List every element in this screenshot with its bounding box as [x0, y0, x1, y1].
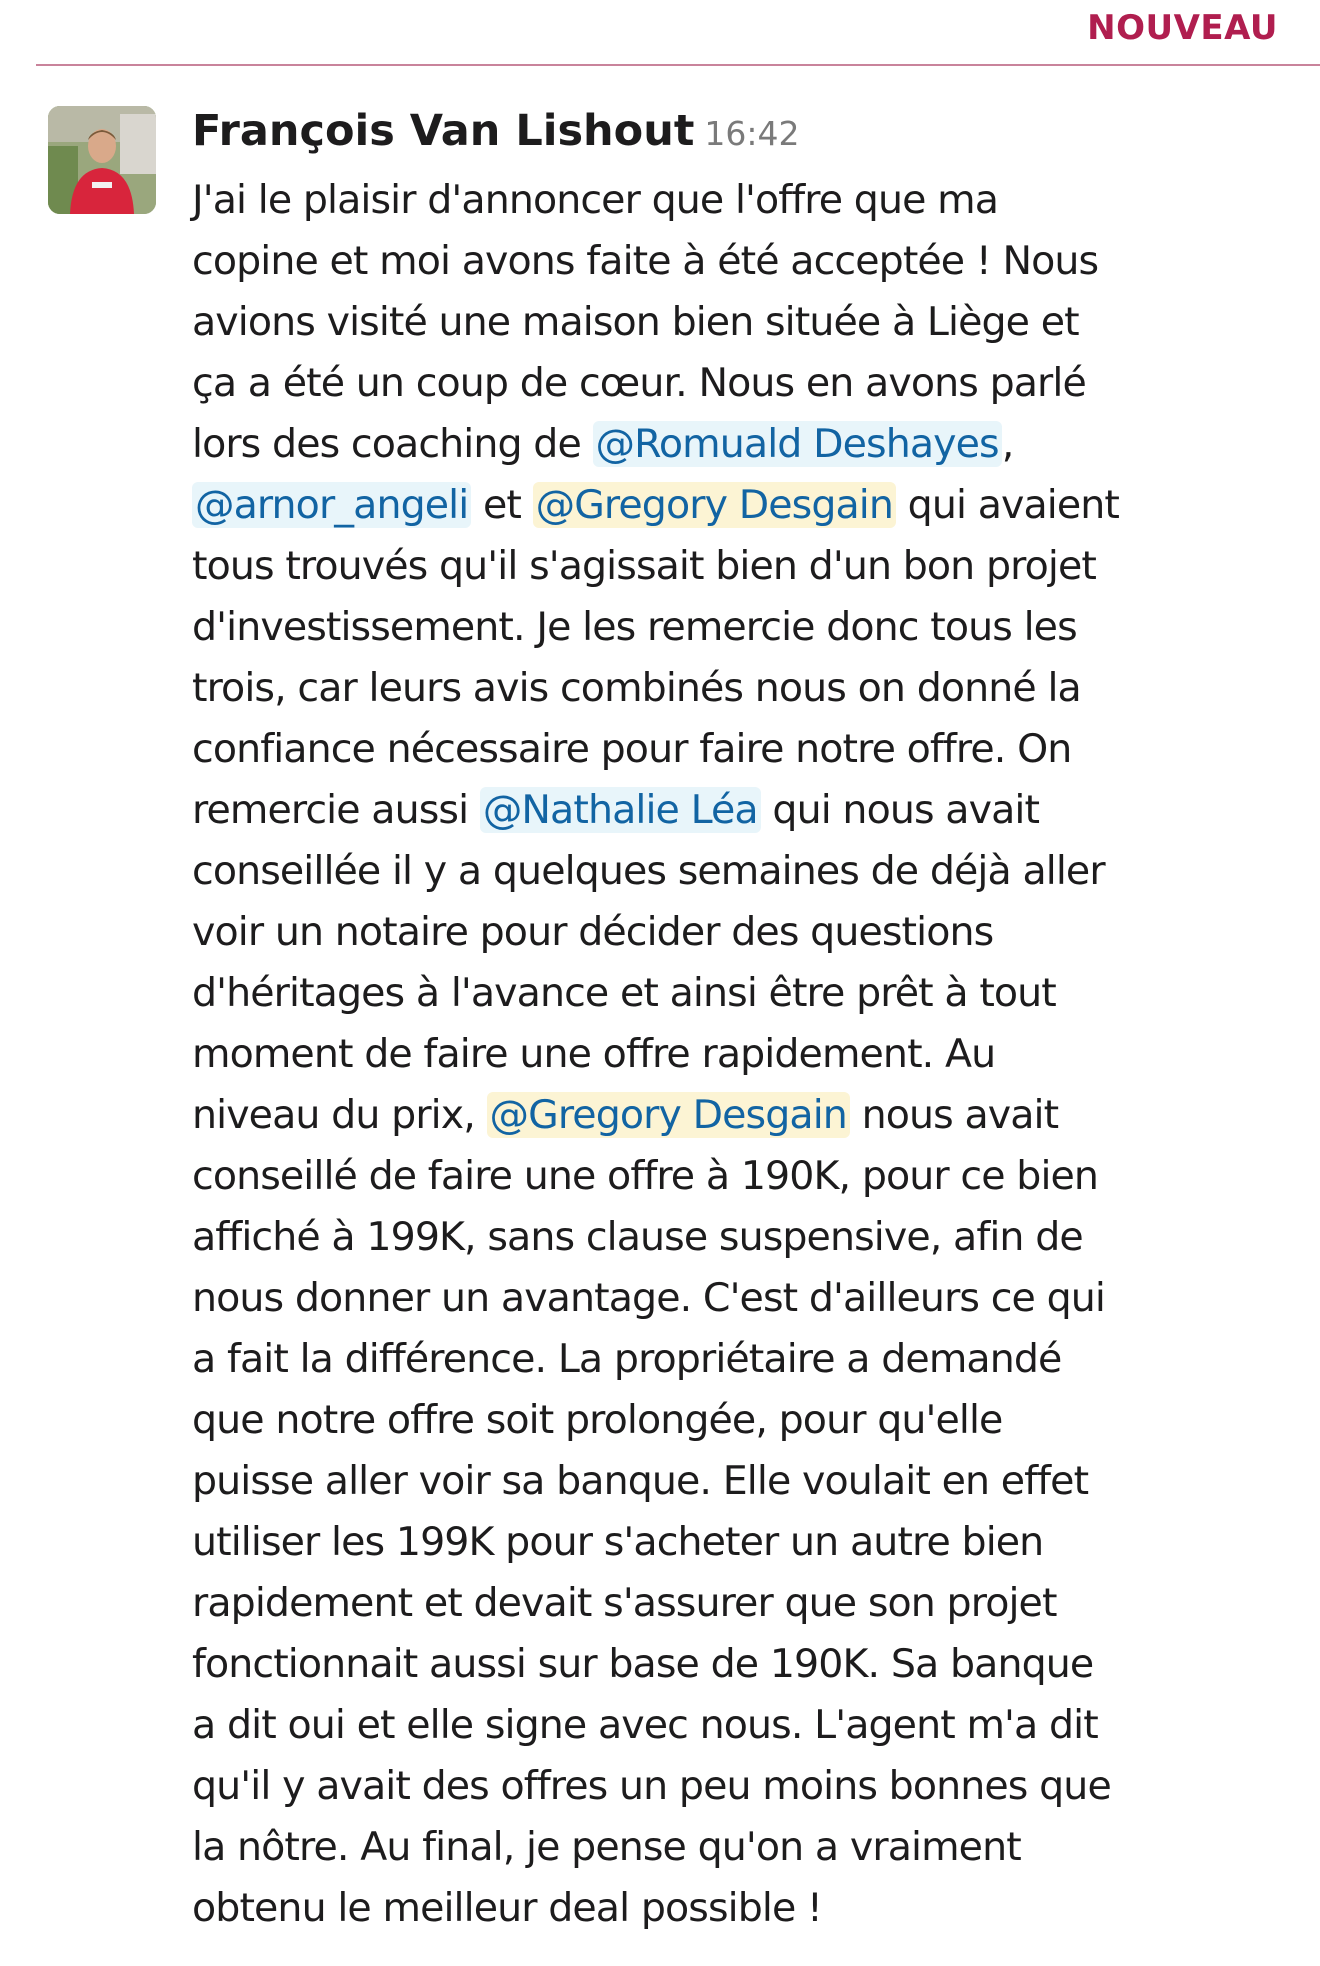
- message-text: conseillée il y a quelques semaines de déjà aller: [192, 848, 1105, 894]
- message-line: [192, 536, 1272, 597]
- message-line: [192, 1207, 1272, 1268]
- message-text: ,: [1001, 421, 1014, 467]
- message-text: lors des coaching de: [192, 421, 593, 467]
- message-line: [192, 1390, 1272, 1451]
- message-line: [192, 1146, 1272, 1207]
- message-line: [192, 1329, 1272, 1390]
- message-text: que notre offre soit prolongée, pour qu'elle: [192, 1397, 1003, 1443]
- message-line: [192, 414, 1272, 475]
- message-line: [192, 353, 1272, 414]
- message-line: [192, 1268, 1272, 1329]
- message-line: [192, 475, 1272, 536]
- message-line: [192, 1573, 1272, 1634]
- message-text: utiliser les 199K pour s'acheter un autre bien: [192, 1519, 1044, 1565]
- message-line: [192, 170, 1272, 231]
- message-line: [192, 780, 1272, 841]
- user-mention[interactable]: @arnor_angeli: [192, 482, 471, 528]
- message-text: moment de faire une offre rapidement. Au: [192, 1031, 996, 1077]
- message-text: avions visité une maison bien située à Liège et: [192, 299, 1079, 345]
- message-text: nous donner un avantage. C'est d'ailleurs ce qui: [192, 1275, 1105, 1321]
- message-text: et: [471, 482, 533, 528]
- message-line: [192, 597, 1272, 658]
- message-text: niveau du prix,: [192, 1092, 487, 1138]
- message-text: fonctionnait aussi sur base de 190K. Sa banque: [192, 1641, 1094, 1687]
- message-line: [192, 231, 1272, 292]
- message-text: d'héritages à l'avance et ainsi être prêt à tout: [192, 970, 1056, 1016]
- divider-line: [36, 64, 1320, 66]
- message-text: obtenu le meilleur deal possible !: [192, 1885, 822, 1931]
- message-text: copine et moi avons faite à été acceptée ! Nous: [192, 238, 1099, 284]
- user-mention[interactable]: @Gregory Desgain: [533, 482, 896, 528]
- message-text: tous trouvés qu'il s'agissait bien d'un bon projet: [192, 543, 1096, 589]
- message-text: voir un notaire pour décider des questions: [192, 909, 994, 955]
- user-mention[interactable]: @Nathalie Léa: [480, 787, 761, 833]
- message-text: puisse aller voir sa banque. Elle voulait en effet: [192, 1458, 1089, 1504]
- message-line: [192, 1878, 1272, 1939]
- message-line: [192, 1024, 1272, 1085]
- message-line: [192, 292, 1272, 353]
- timestamp[interactable]: 16:42: [704, 114, 800, 153]
- message-text: trois, car leurs avis combinés nous on donné la: [192, 665, 1081, 711]
- message-text: ça a été un coup de cœur. Nous en avons parlé: [192, 360, 1086, 406]
- message-text: qu'il y avait des offres un peu moins bonnes que: [192, 1763, 1111, 1809]
- message-text: d'investissement. Je les remercie donc tous les: [192, 604, 1077, 650]
- message-text: a dit oui et elle signe avec nous. L'agent m'a dit: [192, 1702, 1098, 1748]
- message-text: a fait la différence. La propriétaire a demandé: [192, 1336, 1062, 1382]
- new-messages-divider: [36, 0, 1320, 68]
- new-messages-label: NOUVEAU: [1087, 8, 1278, 48]
- message-body: [192, 170, 1272, 1939]
- message-text: J'ai le plaisir d'annoncer que l'offre que ma: [192, 177, 999, 223]
- message-line: [192, 1451, 1272, 1512]
- message-line: [192, 1695, 1272, 1756]
- message-header: [192, 106, 799, 156]
- message-line: [192, 841, 1272, 902]
- message-text: rapidement et devait s'assurer que son projet: [192, 1580, 1057, 1626]
- message-text: qui avaient: [896, 482, 1119, 528]
- user-mention[interactable]: @Gregory Desgain: [487, 1092, 850, 1138]
- message-text: affiché à 199K, sans clause suspensive, afin de: [192, 1214, 1083, 1260]
- message-text: la nôtre. Au final, je pense qu'on a vraiment: [192, 1824, 1021, 1870]
- message-line: [192, 658, 1272, 719]
- message-line: [192, 1512, 1272, 1573]
- message-text: confiance nécessaire pour faire notre offre. On: [192, 726, 1072, 772]
- user-mention[interactable]: @Romuald Deshayes: [593, 421, 1002, 467]
- message-text: qui nous avait: [760, 787, 1040, 833]
- author-name[interactable]: François Van Lishout: [192, 106, 695, 156]
- message-line: [192, 1756, 1272, 1817]
- message-line: [192, 1817, 1272, 1878]
- message-line: [192, 1085, 1272, 1146]
- message-text: nous avait: [849, 1092, 1059, 1138]
- message-line: [192, 902, 1272, 963]
- message-line: [192, 963, 1272, 1024]
- message-line: [192, 719, 1272, 780]
- message-line: [192, 1634, 1272, 1695]
- message-text: conseillé de faire une offre à 190K, pour ce bien: [192, 1153, 1099, 1199]
- user-avatar[interactable]: [48, 106, 156, 214]
- message-text: remercie aussi: [192, 787, 480, 833]
